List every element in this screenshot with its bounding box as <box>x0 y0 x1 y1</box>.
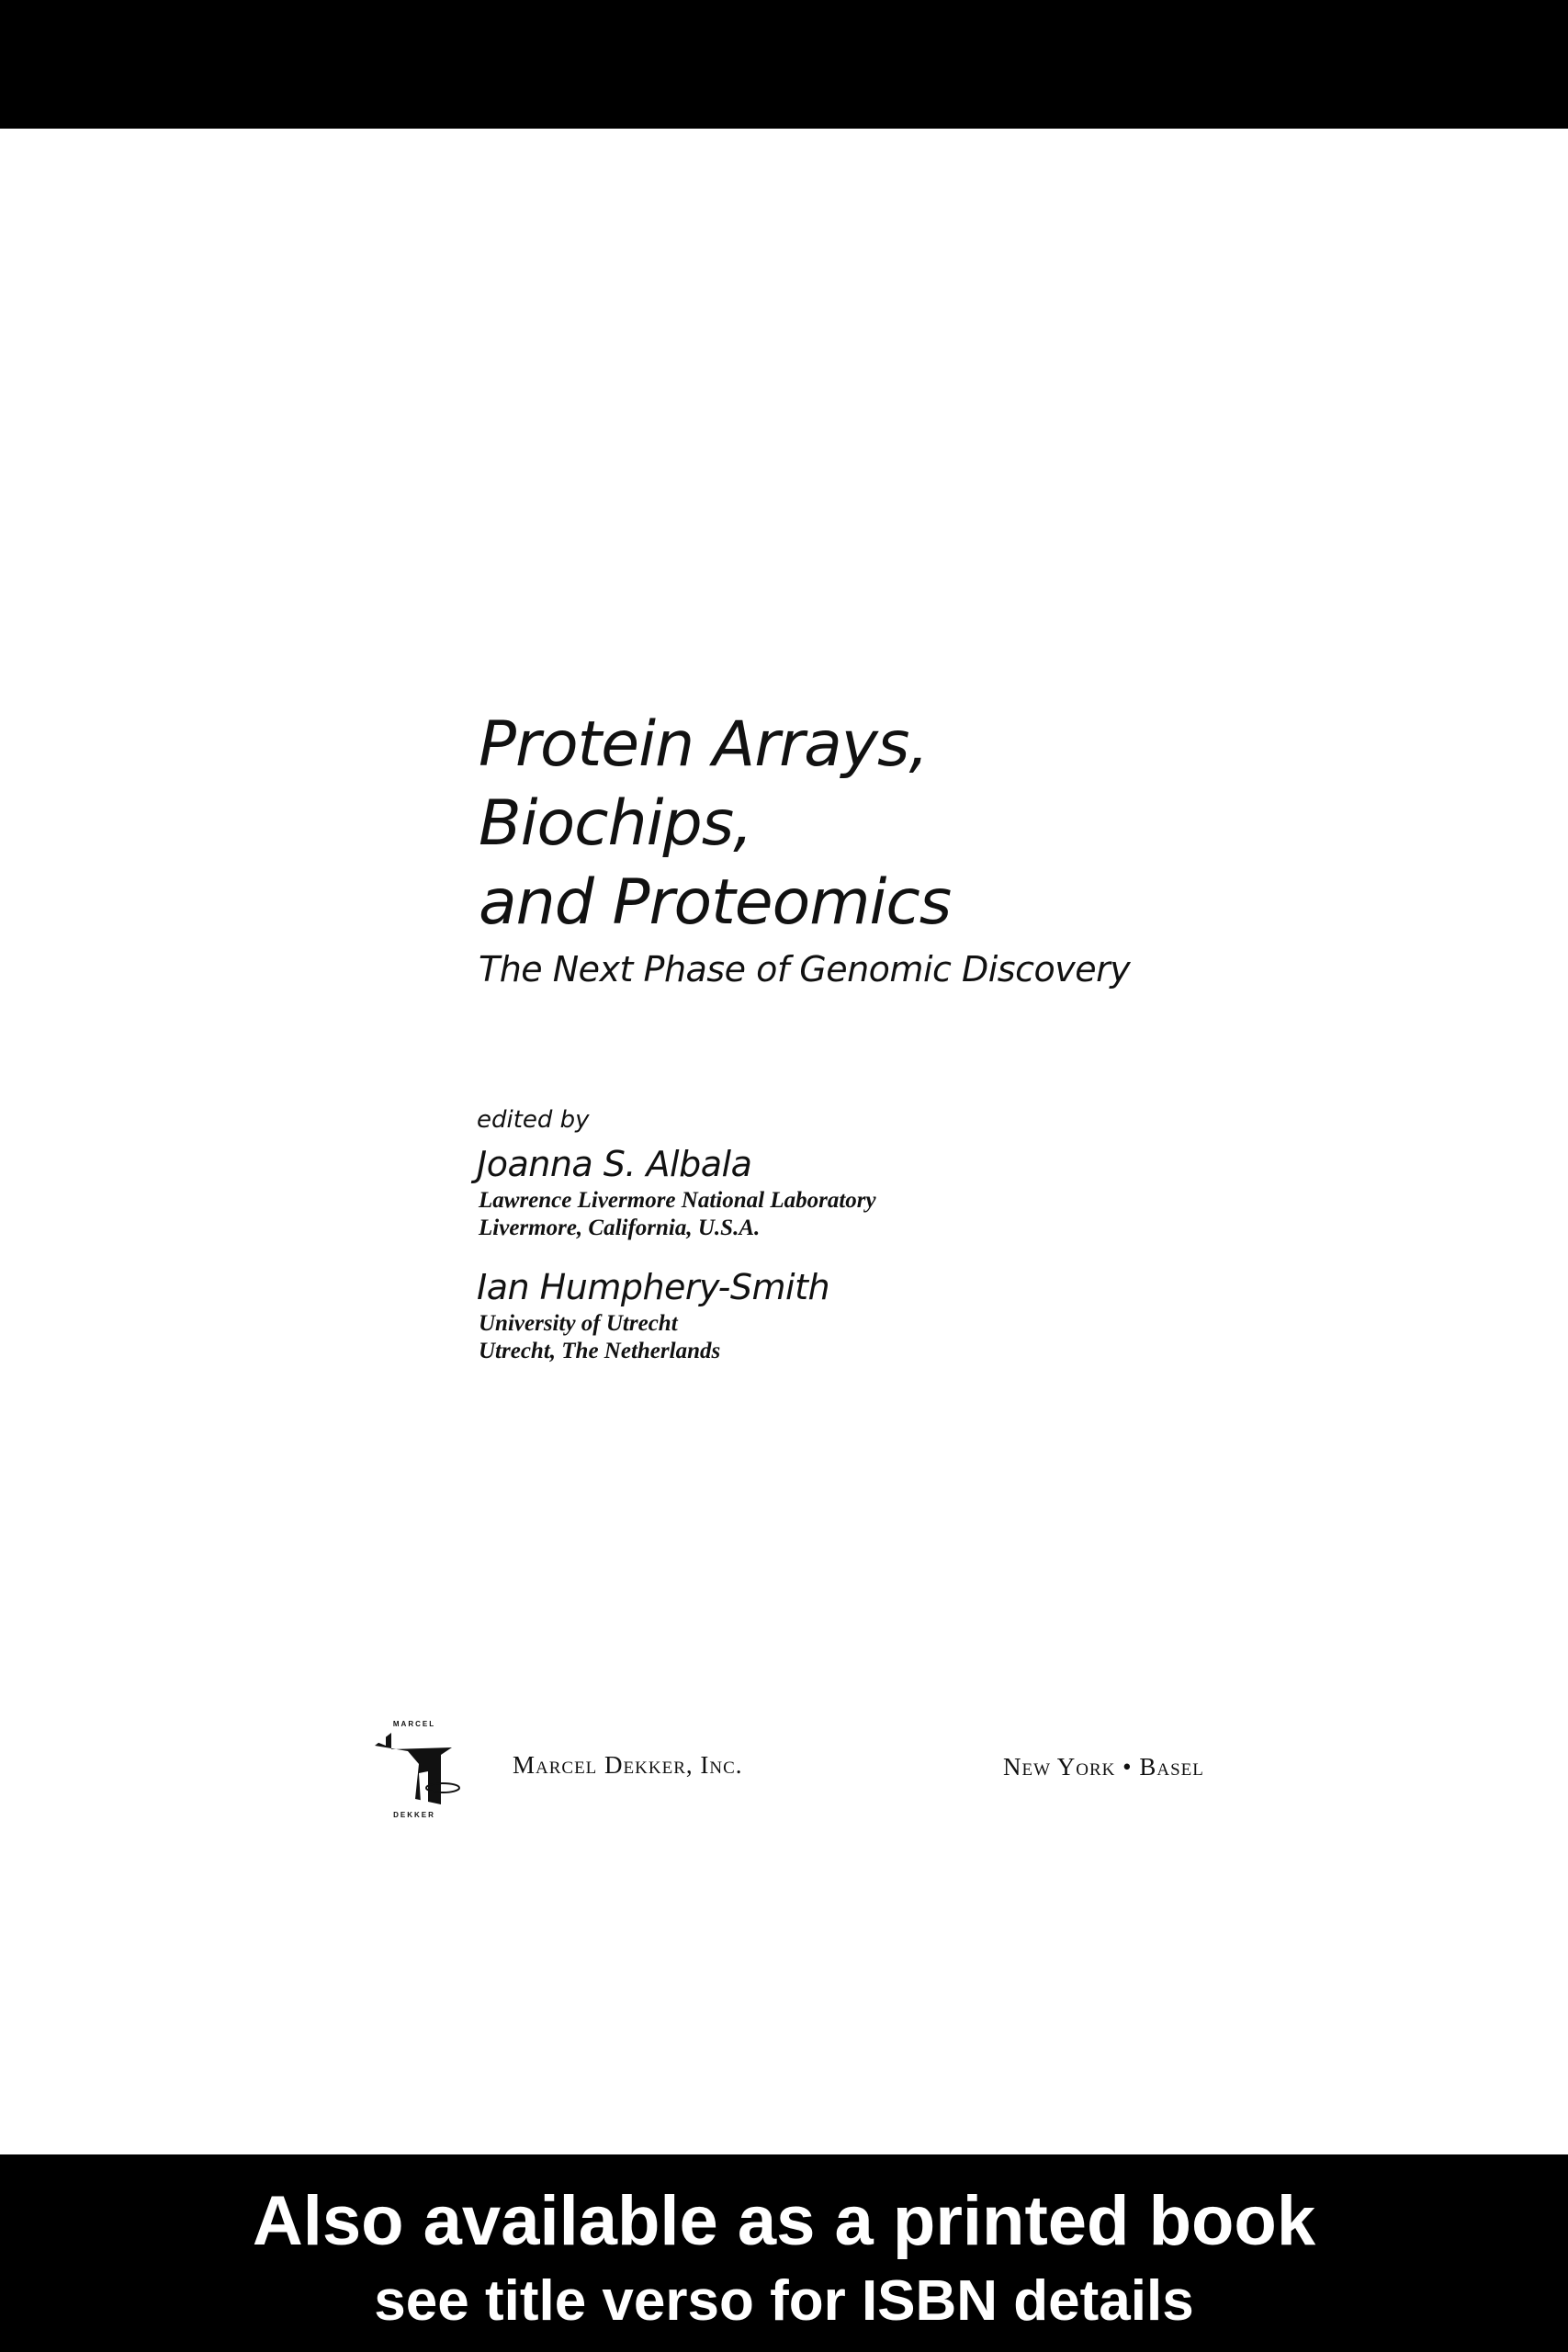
editor-1-name: Joanna S. Albala <box>477 1144 752 1184</box>
publisher-name: Marcel Dekker, Inc. <box>513 1751 743 1779</box>
editor-2-affiliation-line-1: University of Utrecht <box>479 1311 678 1336</box>
book-title-line-3: and Proteomics <box>479 866 952 939</box>
publisher-imprint <box>364 1718 1227 1819</box>
book-title-line-1: Protein Arrays, <box>479 708 929 781</box>
banner-line-1: Also available as a printed book <box>252 2182 1316 2260</box>
book-subtitle: The Next Phase of Genomic Discovery <box>479 949 1131 989</box>
book-title-line-2: Biochips, <box>479 787 752 860</box>
editor-1 <box>477 1141 876 1242</box>
editors-block <box>477 1102 876 1365</box>
editor-2-affiliation-line-2: Utrecht, The Netherlands <box>479 1339 721 1363</box>
editor-2-name: Ian Humphery-Smith <box>477 1267 830 1307</box>
editor-1-affiliation-line-1: Lawrence Livermore National Laboratory <box>479 1188 876 1213</box>
banner-line-2: see title verso for ISBN details <box>374 2269 1194 2333</box>
marcel-dekker-logo <box>364 1718 465 1819</box>
printed-book-banner <box>0 2154 1568 2352</box>
title-page <box>0 129 1568 2154</box>
top-black-bar <box>0 0 1568 129</box>
publisher-cities: New York • Basel <box>1003 1753 1204 1781</box>
svg-text:DEKKER: DEKKER <box>393 1811 435 1819</box>
edited-by-label: edited by <box>477 1106 590 1134</box>
book-title-block <box>479 706 1130 992</box>
editor-2 <box>477 1264 876 1365</box>
editor-1-affiliation-line-2: Livermore, California, U.S.A. <box>479 1216 761 1240</box>
svg-text:MARCEL: MARCEL <box>392 1720 436 1728</box>
